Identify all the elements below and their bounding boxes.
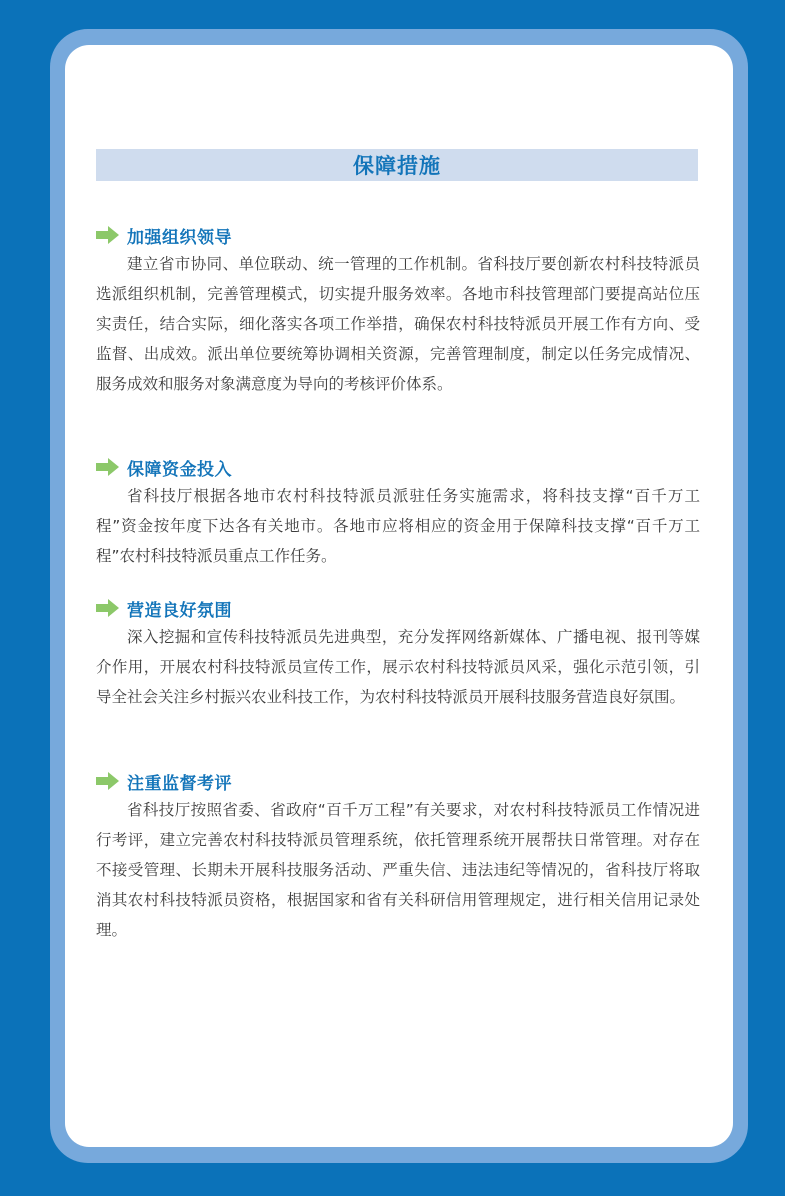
section-funding (96, 454, 700, 571)
section-atmosphere (96, 595, 700, 712)
section-paragraph: 建立省市协同、单位联动、统一管理的工作机制。省科技厅要创新农村科技特派员选派组织机制，完善管理模式，切实提升服务效率。各地市科技管理部门要提高站位压实责任，结合实际，细化落实各项工作举措，确保农村科技特派员开展工作有方向、受监督、出成效。派出单位要统筹协调相关资源，完善管理制度，制定以任务完成情况、服务成效和服务对象满意度为导向的考核评价体系。 (96, 255, 700, 393)
arrow-right-icon (96, 772, 119, 790)
arrow-right-icon (96, 226, 119, 244)
section-header (96, 595, 700, 621)
arrow-right-icon (96, 599, 119, 617)
section-header (96, 454, 700, 480)
section-heading: 注重监督考评 (127, 773, 232, 794)
section-header (96, 222, 700, 248)
section-supervision (96, 768, 700, 945)
arrow-right-icon (96, 458, 119, 476)
section-paragraph: 省科技厅根据各地市农村科技特派员派驻任务实施需求，将科技支撑“百千万工程”资金按年度下达各有关地市。各地市应将相应的资金用于保障科技支撑“百千万工程”农村科技特派员重点工作任务。 (96, 487, 700, 565)
section-strengthen-leadership (96, 222, 700, 399)
section-heading: 加强组织领导 (127, 227, 232, 248)
title-banner (96, 149, 698, 181)
section-paragraph: 深入挖掘和宣传科技特派员先进典型，充分发挥网络新媒体、广播电视、报刊等媒介作用，开展农村科技特派员宣传工作，展示农村科技特派员风采，强化示范引领，引导全社会关注乡村振兴农业科技工作，为农村科技特派员开展科技服务营造良好氛围。 (96, 628, 700, 706)
section-heading: 保障资金投入 (127, 459, 232, 480)
page-frame (50, 29, 748, 1163)
page-title: 保障措施 (353, 154, 441, 178)
section-header (96, 768, 700, 794)
section-paragraph: 省科技厅按照省委、省政府“百千万工程”有关要求，对农村科技特派员工作情况进行考评，建立完善农村科技特派员管理系统，依托管理系统开展帮扶日常管理。对存在不接受管理、长期未开展科技服务活动、严重失信、违法违纪等情况的，省科技厅将取消其农村科技特派员资格，根据国家和省有关科研信用管理规定，进行相关信用记录处理。 (96, 801, 700, 939)
content-card (65, 45, 733, 1147)
section-heading: 营造良好氛围 (127, 600, 232, 621)
